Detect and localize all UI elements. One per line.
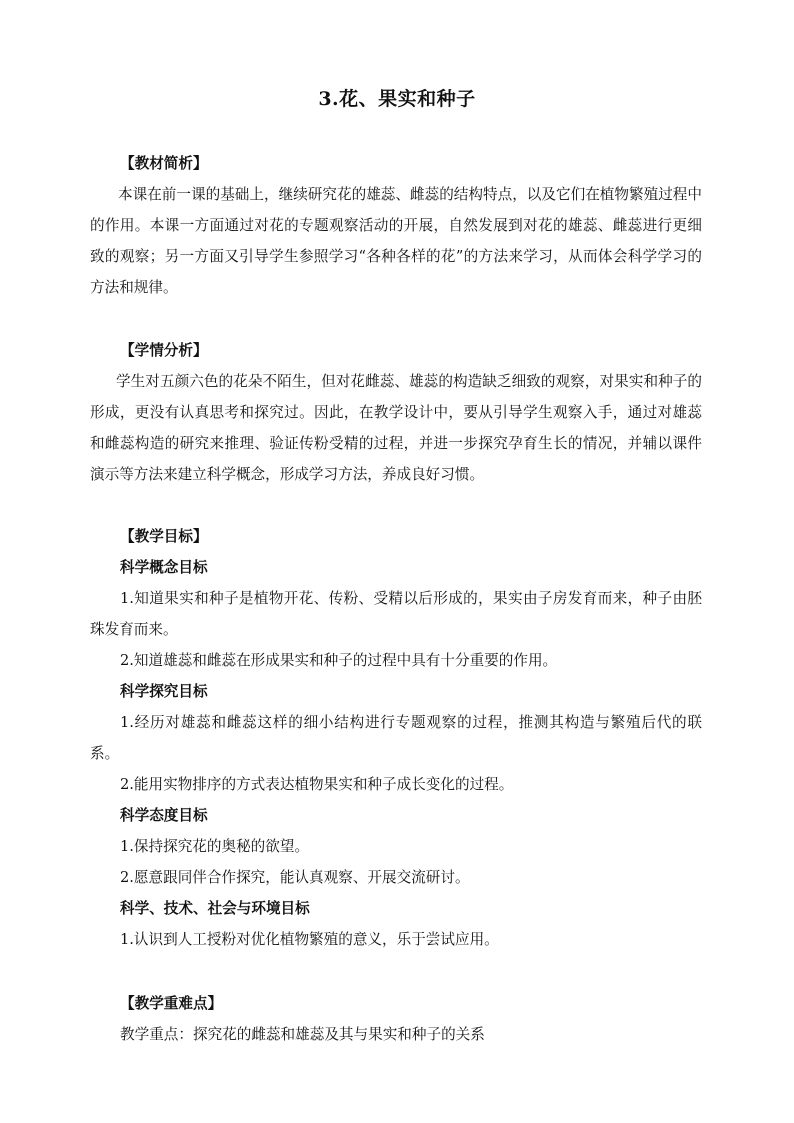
goal-sts-item-1: 1.认识到人工授粉对优化植物繁殖的意义，乐于尝试应用。: [120, 931, 499, 948]
section-students: [90, 335, 702, 490]
section-heading-keypoints: 【教学重难点】: [120, 995, 223, 1012]
section-material: [90, 148, 702, 303]
goal-concept-label: 科学概念目标: [120, 559, 208, 576]
goal-sts-label: 科学、技术、社会与环境目标: [120, 900, 310, 917]
document-title: 3.花、果实和种子: [318, 88, 476, 110]
goal-attitude-item-2: 2.愿意跟同伴合作探究，能认真观察、开展交流研讨。: [120, 869, 470, 886]
section-heading-goals: 【教学目标】: [120, 528, 208, 545]
goal-inquiry-item-2: 2.能用实物排序的方式表达植物果实和种子成长变化的过程。: [120, 776, 514, 793]
section-goals: [90, 521, 702, 955]
goal-inquiry-item-1: 1.经历对雄蕊和雌蕊这样的细小结构进行专题观察的过程，推测其构造与繁殖后代的联系。: [90, 714, 702, 762]
section-keypoints: [90, 988, 702, 1050]
goal-concept-item-1: 1.知道果实和种子是植物开花、传粉、受精以后形成的，果实由子房发育而来，种子由胚珠发育而来。: [90, 590, 702, 638]
goal-attitude-label: 科学态度目标: [120, 807, 208, 824]
section-heading-students: 【学情分析】: [120, 342, 208, 359]
goal-inquiry-label: 科学探究目标: [120, 683, 208, 700]
section-paragraph-material: 本课在前一课的基础上，继续研究花的雄蕊、雌蕊的结构特点，以及它们在植物繁殖过程中的作用。本课一方面通过对花的专题观察活动的开展，自然发展到对花的雄蕊、雌蕊进行更细致的观察；另一方面又引导学生参照学习“各种各样的花”的方法来学习，从而体会科学学习的方法和规律。: [90, 186, 702, 296]
goal-attitude-item-1: 1.保持探究花的奥秘的欲望。: [120, 838, 310, 855]
goal-concept-item-2: 2.知道雄蕊和雌蕊在形成果实和种子的过程中具有十分重要的作用。: [120, 652, 558, 669]
section-paragraph-keypoints: 教学重点：探究花的雌蕊和雄蕊及其与果实和种子的关系: [120, 1026, 485, 1043]
section-paragraph-students: 学生对五颜六色的花朵不陌生，但对花雌蕊、雄蕊的构造缺乏细致的观察，对果实和种子的形成，更没有认真思考和探究过。因此，在教学设计中，要从引导学生观察入手，通过对雄蕊和雌蕊构造的研究来推理、验证传粉受精的过程，并进一步探究孕育生长的情况，并辅以课件演示等方法来建立科学概念，形成学习方法，养成良好习惯。: [90, 373, 702, 483]
section-heading-material: 【教材简析】: [120, 155, 208, 172]
